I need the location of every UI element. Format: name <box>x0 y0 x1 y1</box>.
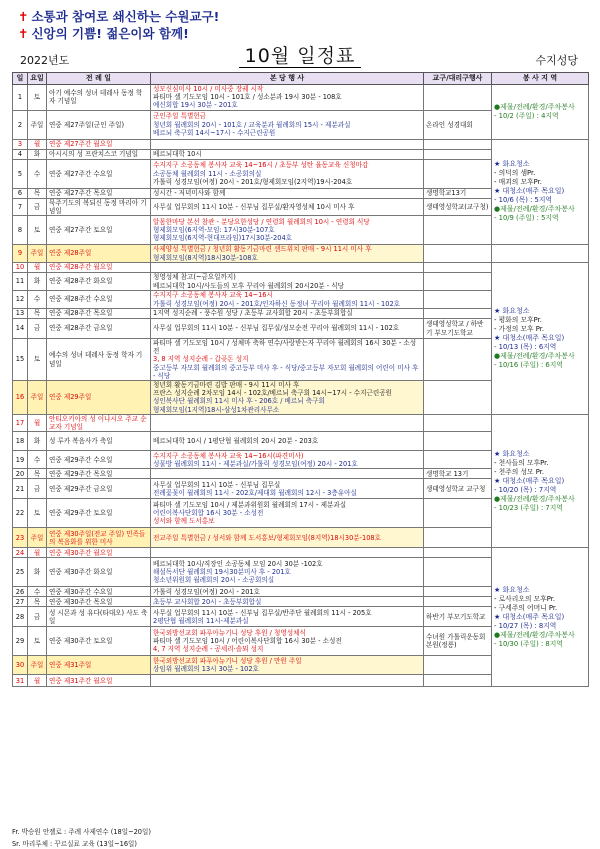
row-main-events <box>151 499 424 528</box>
row-main-events <box>151 656 424 675</box>
row-liturgy: 연중 제29주일 <box>47 381 151 415</box>
event-line: 형제회모임(6지역-현대프라임)17시30분-204호 <box>153 234 293 243</box>
footer-note-1: Fr. 박승원 안젤로 : 주례 사제연수 (18일~20일) <box>12 828 151 836</box>
event-line: 성인복사단 월례회의 11시 미사 후 - 206호 / 베르뇌 축구회 <box>153 397 325 406</box>
row-dow: 금 <box>28 607 47 627</box>
row-dow: 금 <box>28 319 47 339</box>
row-main-events <box>151 159 424 188</box>
row-diocese-event: 생태영성학교 교구청 <box>424 479 492 499</box>
event-line: 프란스 성지순례 2차모임 14시 - 102호/베르뇌 축구회 14시~17시 - 수지근린공원 <box>153 389 392 398</box>
row-main-events <box>151 414 424 431</box>
cross-icon: ✝ <box>18 9 29 24</box>
row-dow: 토 <box>28 216 47 245</box>
row-main-events <box>151 469 424 479</box>
row-liturgy: 연중 제28주간 화요일 <box>47 273 151 291</box>
row-diocese-event <box>424 432 492 451</box>
row-dow: 토 <box>28 499 47 528</box>
row-day: 3 <box>13 139 28 149</box>
event-line: 베르뇌대학 10시 <box>153 150 202 158</box>
row-liturgy: 성 시몬과 성 유다(타대오) 사도 축일 <box>47 607 151 627</box>
row-diocese-event: 수녀원 가톨릭운동회 본원(정릉) <box>424 627 492 656</box>
row-diocese-event <box>424 85 492 111</box>
row-day: 10 <box>13 263 28 273</box>
row-dow: 수 <box>28 291 47 309</box>
row-liturgy: 연중 제30주간 목요일 <box>47 597 151 607</box>
row-dow: 화 <box>28 558 47 587</box>
event-line: 군인주일 특별헌금 <box>153 112 207 121</box>
service-area-cell <box>492 263 589 415</box>
row-main-events <box>151 291 424 309</box>
event-line: 사무실 업무회의 11시 10분 - 신부님 집무실 <box>153 480 281 489</box>
row-liturgy: 연중 제29주간 토요일 <box>47 499 151 528</box>
row-day: 25 <box>13 558 28 587</box>
service-line: ★ 대청소(매주 목요일) <box>494 612 565 621</box>
row-dow: 월 <box>28 263 47 273</box>
row-liturgy: 성 루카 복음사가 축일 <box>47 432 151 451</box>
col-diocese: 교구/대리구행사 <box>424 73 492 85</box>
row-main-events <box>151 607 424 627</box>
row-diocese-event: 하반기 부모기도학교 <box>424 607 492 627</box>
event-line: 형제회모임(1지역)18시-삼성1차관리사무소 <box>153 405 280 414</box>
service-line: ●제물/전례/환경/주차봉사 <box>494 102 575 111</box>
row-liturgy: 연중 제30주일(전교 주일) 민족들의 복음화를 위한 미사 <box>47 528 151 548</box>
row-liturgy: 연중 제27주간 목요일 <box>47 188 151 198</box>
service-line: - 평화의 모후Pr. <box>494 315 542 324</box>
row-dow: 토 <box>28 339 47 381</box>
event-line: 초등부 교사회합 20시 - 초등부회합실 <box>153 597 262 606</box>
row-day: 11 <box>13 273 28 291</box>
event-line: 가톨릭 성경모임(여정) 20시 - 201호/인자하신 동정녀 꾸리아 월례회의 11시 - 102호 <box>153 299 401 308</box>
service-line: - 10/30 (주일) : 8지역 <box>494 639 563 648</box>
row-main-events <box>151 627 424 656</box>
event-line: 수지지구 소공동체 봉사자 교육 14~16시(파견미사) <box>153 451 304 460</box>
service-area-cell <box>492 414 589 547</box>
row-liturgy: 연중 제29주간 금요일 <box>47 479 151 499</box>
service-line: ★ 화요청소 <box>494 306 530 315</box>
service-line: - 가정의 모후 Pr. <box>494 324 545 333</box>
row-liturgy: 연중 제30주간 월요일 <box>47 548 151 558</box>
col-liturgy: 전 례 일 <box>47 73 151 85</box>
row-diocese-event <box>424 245 492 263</box>
row-main-events <box>151 85 424 111</box>
row-main-events <box>151 309 424 319</box>
row-liturgy: 연중 제28주간 금요일 <box>47 319 151 339</box>
footer-note-2: Sr. 마리루체 : 꾸르실료 교육 (13일~16일) <box>12 840 137 848</box>
row-dow: 화 <box>28 432 47 451</box>
row-liturgy: 연중 제28주간 목요일 <box>47 309 151 319</box>
row-dow: 수 <box>28 159 47 188</box>
service-line: - 10/23 (주일) : 7지역 <box>494 503 563 512</box>
row-dow: 금 <box>28 198 47 215</box>
motto-line-2: 신앙의 기쁨! 젊은이와 함께! <box>31 26 189 41</box>
row-day: 29 <box>13 627 28 656</box>
row-main-events <box>151 198 424 215</box>
event-line: 사무실 업무회의 11시 10분 - 신부님 집무실/환자영성체 10시 미사 후 <box>153 202 355 211</box>
row-liturgy: 연중 제27주간 수요일 <box>47 159 151 188</box>
service-line: - 10/9 (주일) : 5지역 <box>494 214 559 223</box>
row-dow: 주일 <box>28 656 47 675</box>
row-day: 12 <box>13 291 28 309</box>
col-dow: 요일 <box>28 73 47 85</box>
service-line: - 10/6 (목) : 5지역 <box>494 196 552 205</box>
event-line: 파티마 셀 기도모임 10시 / 제분과위원회 월례회의 17시 - 제분과실 <box>153 500 347 509</box>
row-dow: 월 <box>28 675 47 687</box>
row-day: 9 <box>13 245 28 263</box>
row-diocese-event <box>424 263 492 273</box>
event-line: 성물방 월례회의 11시 - 제분과실/가톨릭 성경모임(여정) 20시 - 201호 <box>153 459 358 468</box>
row-main-events <box>151 273 424 291</box>
row-main-events <box>151 339 424 381</box>
row-diocese-event: 생태영성학교 / 하반기 부모기도학교 <box>424 319 492 339</box>
row-dow: 토 <box>28 627 47 656</box>
row-liturgy: 연중 제27주일(군인 주일) <box>47 110 151 139</box>
service-line: - 10/13 (목) : 6지역 <box>494 342 557 351</box>
service-line: - 10/16 (주일) : 6지역 <box>494 360 563 369</box>
row-main-events <box>151 528 424 548</box>
event-line: 청년회 활동기금마련 김밥 판매 - 9시 11시 미사 후 <box>153 381 300 390</box>
row-liturgy: 안티오키아의 성 이냐시오 주교 순교자 기념일 <box>47 414 151 431</box>
event-line: 사제양성 특별헌금 / 청년회 활동기금마련 샌드위치 판매 - 9시 11시 미사 후 <box>153 245 372 254</box>
service-area-cell <box>492 139 589 244</box>
row-diocese-event <box>424 291 492 309</box>
service-line: ★ 대청소(매주 목요일) <box>494 187 565 196</box>
row-dow: 목 <box>28 309 47 319</box>
row-main-events <box>151 110 424 139</box>
schedule-row <box>13 85 589 111</box>
row-diocese-event <box>424 675 492 687</box>
row-diocese-event: 생명학교13기 <box>424 188 492 198</box>
row-dow: 화 <box>28 149 47 159</box>
row-main-events <box>151 432 424 451</box>
row-diocese-event: 생태영성학교(교구청) <box>424 198 492 215</box>
row-main-events <box>151 558 424 587</box>
event-line: 사무실 업무회의 11시 10분 - 신부님 집무실/성모순전 꾸리아 월례회의 11시 - 102호 <box>153 324 400 333</box>
row-liturgy: 아기 예수의 성녀 데레사 동정 학자 기념일 <box>47 85 151 111</box>
row-diocese-event <box>424 139 492 149</box>
event-line: 파티마 셀 기도모임 10시 - 101호 / 성소분과 19시 30분 - 108호 <box>153 93 342 102</box>
row-liturgy: 연중 제29주간 수요일 <box>47 451 151 469</box>
row-liturgy: 연중 제29주간 목요일 <box>47 469 151 479</box>
event-line: 1지역 성지순례 - 풍수원 성당 / 초등부 교사회합 20시 - 초등부회합실 <box>153 309 353 318</box>
row-day: 22 <box>13 499 28 528</box>
event-line: 상임위 월례회의 13시 30분 - 102호 <box>153 665 259 674</box>
row-day: 7 <box>13 198 28 215</box>
event-line: 성모신심미사 10시 / 미사중 장궤 시작 <box>153 85 264 93</box>
row-liturgy: 연중 제31주간 월요일 <box>47 675 151 687</box>
event-line: 소공동체 월례회의 11시 - 소공회의실 <box>153 169 262 178</box>
row-dow: 수 <box>28 451 47 469</box>
row-day: 27 <box>13 597 28 607</box>
event-line: 어린이복사단회합 16시 30분 - 소성전 <box>153 509 264 518</box>
service-line: - 천사들의 모후Pr. <box>494 458 549 467</box>
service-area-cell <box>492 245 589 263</box>
service-line: - 10/20 (목) : 7지역 <box>494 485 557 494</box>
event-line: 수지지구 소공동체 봉사자 교육 14~16시 <box>153 291 273 300</box>
row-day: 26 <box>13 587 28 597</box>
event-line: 형제회모임(8지역)18시30분-108호 <box>153 253 258 262</box>
row-diocese-event <box>424 414 492 431</box>
schedule-row <box>13 139 589 149</box>
event-line: 예신회합 19시 30분 - 201호 <box>153 101 238 110</box>
row-main-events <box>151 675 424 687</box>
row-diocese-event <box>424 597 492 607</box>
schedule-row <box>13 548 589 558</box>
event-line: 3, 8 지역 성지순례 - 갑곶돈 성지 <box>153 355 249 364</box>
row-diocese-event: 생명학교 13기 <box>424 469 492 479</box>
motto-line-1: 소통과 참여로 쇄신하는 수원교구! <box>31 9 220 24</box>
service-line: - 구세주의 어머니 Pr. <box>494 603 558 612</box>
event-line: 파티마 셀 기도모임 10시 / 성체마 축하 연수/사랑받는자 꾸리아 월례회의 16시 30분 - 소성전 <box>153 339 417 356</box>
row-dow: 수 <box>28 587 47 597</box>
service-area-cell <box>492 548 589 687</box>
service-line: ★ 화요청소 <box>494 585 530 594</box>
service-line: - 천주의 성모 Pr. <box>494 467 545 476</box>
row-main-events <box>151 548 424 558</box>
row-day: 14 <box>13 319 28 339</box>
row-diocese-event <box>424 381 492 415</box>
schedule-header-row <box>13 73 589 85</box>
event-line: 4, 7 지역 성지순례 - 공세리·솔뫼 성지 <box>153 645 264 654</box>
event-line: 베르뇌대학 10시/사도들의 모후 꾸리아 월례회의 20시20분 - 식당 <box>153 281 344 290</box>
row-day: 23 <box>13 528 28 548</box>
row-day: 6 <box>13 188 28 198</box>
row-main-events <box>151 319 424 339</box>
row-day: 18 <box>13 432 28 451</box>
row-liturgy: 아시시의 성 프란치스코 기념일 <box>47 149 151 159</box>
cross-icon: ✝ <box>18 26 29 41</box>
event-line: 한국외방선교회 파푸아뉴기니 성당 후원 / 청영성체식 <box>153 628 306 637</box>
event-line: 형제회모임(6지역-모임: 17시30분-107호 <box>153 225 275 234</box>
row-main-events <box>151 263 424 273</box>
row-day: 5 <box>13 159 28 188</box>
row-day: 17 <box>13 414 28 431</box>
parish-motto <box>18 8 219 42</box>
event-line: 사무실 업무회의 11시 10분 - 신부님 집무실/반주단 월례회의 11시 - 205호 <box>153 608 372 617</box>
row-liturgy: 연중 제30주간 토요일 <box>47 627 151 656</box>
row-diocese-event <box>424 499 492 528</box>
event-line: 청소년위원회 월례회의 20시 - 소공회의실 <box>153 576 275 585</box>
row-dow: 주일 <box>28 110 47 139</box>
event-line: 성시간 - 저녁미사와 함께 <box>153 189 226 197</box>
row-diocese-event <box>424 558 492 587</box>
service-line: ●제물/전례/환경/주차봉사 <box>494 630 575 639</box>
row-day: 8 <box>13 216 28 245</box>
service-line: ★ 화요청소 <box>494 449 530 458</box>
schedule-row <box>13 263 589 273</box>
col-day: 일 <box>13 73 28 85</box>
row-diocese-event <box>424 587 492 597</box>
service-line: ★ 화요청소 <box>494 160 530 169</box>
row-dow: 월 <box>28 139 47 149</box>
row-day: 16 <box>13 381 28 415</box>
row-dow: 목 <box>28 188 47 198</box>
row-day: 21 <box>13 479 28 499</box>
row-diocese-event: 온라인 성경대회 <box>424 110 492 139</box>
row-day: 13 <box>13 309 28 319</box>
year-label: 2022년도 <box>20 54 70 67</box>
service-area-cell <box>492 85 589 140</box>
service-line: ●제물/전례/환경/주차봉사 <box>494 351 575 360</box>
row-day: 19 <box>13 451 28 469</box>
event-line: 2평단협 월례회의 11시-제분과실 <box>153 616 249 625</box>
event-line: 중고등부 자모회 월례회의 중고등부 미사 후 - 식당/중고등부 자모회 월례회의 어린이 미사 후 - 식당 <box>153 363 419 380</box>
service-line: ●제물/전례/환경/주차봉사 <box>494 494 575 503</box>
row-diocese-event <box>424 548 492 558</box>
row-liturgy: 연중 제28주일 <box>47 245 151 263</box>
row-liturgy: 연중 제30주간 화요일 <box>47 558 151 587</box>
row-liturgy: 연중 제28주간 월요일 <box>47 263 151 273</box>
event-line: 베르뇌대학 10시 / 1평단협 월례회의 20시 20분 - 203호 <box>153 437 319 446</box>
event-line: 파티마 셀 기도모임 10시 / 어린이복사단회합 16시 30분 - 소성전 <box>153 637 342 646</box>
event-line: 청영성체 참고(~금요일까지) <box>153 273 236 282</box>
row-day: 28 <box>13 607 28 627</box>
row-dow: 주일 <box>28 245 47 263</box>
row-dow: 금 <box>28 479 47 499</box>
row-day: 24 <box>13 548 28 558</box>
row-main-events <box>151 451 424 469</box>
row-main-events <box>151 381 424 415</box>
row-main-events <box>151 139 424 149</box>
event-line: 해설독서단 월례회의 19시30분미사 후 - 201호 <box>153 568 291 577</box>
row-main-events <box>151 597 424 607</box>
service-line: ●제물/전례/환경/주차봉사 <box>494 205 575 214</box>
row-dow: 주일 <box>28 528 47 548</box>
row-main-events <box>151 149 424 159</box>
row-day: 15 <box>13 339 28 381</box>
row-diocese-event <box>424 309 492 319</box>
row-diocese-event <box>424 451 492 469</box>
row-dow: 월 <box>28 414 47 431</box>
col-main: 본 당 행 사 <box>151 73 424 85</box>
service-line: - 매괴의 모후Pr. <box>494 178 542 187</box>
row-day: 4 <box>13 149 28 159</box>
row-dow: 주일 <box>28 381 47 415</box>
event-line: 청년회 월례회의 20시 - 101호 / 교육분과 월례회의 15시 - 제분과실 <box>153 120 351 129</box>
event-line: 가톨릭 성경모임(여정) 20시 - 201호/형제회모임(2지역)19시-204호 <box>153 177 353 186</box>
row-dow: 월 <box>28 548 47 558</box>
row-dow: 목 <box>28 469 47 479</box>
row-liturgy: 연중 제28주간 수요일 <box>47 291 151 309</box>
row-main-events <box>151 587 424 597</box>
schedule-row <box>13 414 589 431</box>
event-line: 알몸한마당 본선 참관 - 분당요한성당 / 연령회 월례회의 10시 - 연령회 식당 <box>153 217 370 226</box>
row-liturgy: 묵주기도의 복되신 동정 마리아 기념일 <box>47 198 151 215</box>
service-line: - 10/27 (목) : 8지역 <box>494 621 557 630</box>
row-diocese-event <box>424 273 492 291</box>
row-main-events <box>151 188 424 198</box>
event-line: 가톨릭 성경모임(여정) 20시 - 201호 <box>153 587 260 596</box>
service-line: ★ 대청소(매주 목요일) <box>494 333 565 342</box>
schedule-table <box>12 72 589 687</box>
row-dow: 토 <box>28 85 47 111</box>
row-liturgy: 연중 제31주일 <box>47 656 151 675</box>
event-line: 전교주일 특별헌금 / 성서와 함께 도서홍보/형제회모임(8지역)18시30분-108호 <box>153 533 381 542</box>
row-diocese-event <box>424 656 492 675</box>
row-dow: 목 <box>28 597 47 607</box>
row-day: 30 <box>13 656 28 675</box>
row-diocese-event <box>424 149 492 159</box>
page-title <box>0 41 600 68</box>
event-line: 수지지구 소공동체 봉사자 교육 14~16시 / 초등부 성탄 율동교육 신청마감 <box>153 161 369 170</box>
parish-name: 수지성당 <box>535 54 578 67</box>
service-line: - 의덕의 샘Pr. <box>494 169 536 178</box>
event-line: 베르뇌대학 10시/직장인 소공동체 모임 20시 30분 -102호 <box>153 559 323 568</box>
service-line: - 로사리오의 모후Pr. <box>494 594 556 603</box>
row-liturgy: 예수의 성녀 데레사 동정 학자 기념일 <box>47 339 151 381</box>
row-diocese-event <box>424 339 492 381</box>
row-diocese-event <box>424 216 492 245</box>
page-title-text: 10월 일정표 <box>239 45 362 68</box>
row-main-events <box>151 216 424 245</box>
row-day: 2 <box>13 110 28 139</box>
service-line: - 10/2 (주일) : 4지역 <box>494 111 559 120</box>
service-line: ★ 대청소(매주 목요일) <box>494 476 565 485</box>
row-day: 20 <box>13 469 28 479</box>
col-service: 봉 사 지 역 <box>492 73 589 85</box>
event-line: 전례꽃꽂이 월례회의 11시 - 202호/제대회 월례회의 12시 - 3층유아실 <box>153 488 357 497</box>
row-diocese-event <box>424 159 492 188</box>
event-line: 한국외방선교회 파푸아뉴기니 성당 후원 / 만원 주일 <box>153 657 302 666</box>
row-dow: 화 <box>28 273 47 291</box>
row-day: 31 <box>13 675 28 687</box>
event-line: 베르뇌 축구회 14시~17시 - 수지근린공원 <box>153 128 276 137</box>
row-day: 1 <box>13 85 28 111</box>
event-line: 성서와 함께 도서홍보 <box>153 517 215 526</box>
row-main-events <box>151 479 424 499</box>
row-liturgy: 연중 제27주간 토요일 <box>47 216 151 245</box>
row-main-events <box>151 245 424 263</box>
schedule-row <box>13 245 589 263</box>
row-liturgy: 연중 제30주간 수요일 <box>47 587 151 597</box>
row-liturgy: 연중 제27주간 월요일 <box>47 139 151 149</box>
row-diocese-event <box>424 528 492 548</box>
